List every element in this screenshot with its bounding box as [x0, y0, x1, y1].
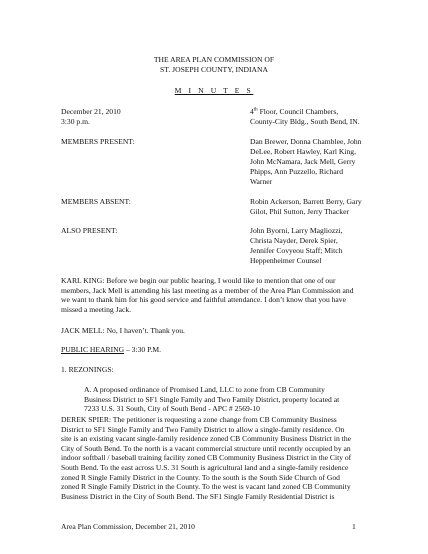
members-present-label: MEMBERS PRESENT:: [61, 137, 135, 146]
meeting-building: County-City Bldg., South Bend, IN.: [250, 117, 360, 126]
members-present-line: Dan Brewer, Donna Chamblee, John: [250, 137, 362, 146]
item-line: A. A proposed ordinance of Promised Land, LLC to zone from CB Community: [84, 385, 325, 394]
meeting-time: 3:30 p.m.: [61, 117, 90, 126]
minutes-title: M I N U T E S: [174, 86, 254, 95]
footer-text: Area Plan Commission, December 21, 2010: [61, 522, 195, 531]
also-present-line: Jennifer Covyeou Staff; Mitch: [250, 246, 343, 255]
item-line: Business District to SF1 Single Family and Two Family District, property located at: [84, 394, 340, 404]
floor-number: 4: [250, 107, 254, 116]
members-absent-line: Robin Ackerson, Barrett Berry, Gary: [250, 197, 362, 206]
public-hearing-label: PUBLIC HEARING: [61, 345, 125, 354]
derek-spier-paragraph: [61, 415, 381, 501]
meeting-location: [250, 107, 338, 117]
paragraph-line: zoned R Single Family District in the County. To the south is the South Side Church of God: [61, 472, 340, 482]
paragraph-line: missed a meeting Jack.: [61, 304, 132, 314]
jack-mell-line: JACK MELL: No, I haven’t. Thank you.: [61, 326, 185, 335]
paragraph-line: DEREK SPIER: The petitioner is requesting a zone change from CB Community Business: [61, 415, 337, 424]
members-present-line: DeLee, Robert Hawley, Karl King,: [250, 147, 356, 156]
also-present-line: Heppenheimer Counsel: [250, 256, 322, 265]
paragraph-line: indoor softball / baseball training facility zoned CB Community Business District in the City of: [61, 453, 352, 463]
paragraph-line: Business District in the City of South Bend. The SF1 Single Family Residential District is: [61, 491, 335, 501]
paragraph-line: South Bend. To the east across U.S. 31 South is agricultural land and a single-family residence: [61, 462, 349, 472]
header-line-1: THE AREA PLAN COMMISSION OF: [153, 55, 275, 64]
members-present-line: Phipps, Ann Puzzello, Richard: [250, 167, 344, 176]
meeting-date: December 21, 2010: [61, 107, 121, 116]
public-hearing-time: – 3:30 P.M.: [124, 345, 162, 354]
members-present-line: Warner: [250, 177, 273, 186]
karl-king-paragraph: [61, 276, 381, 314]
paragraph-line: we want to thank him for his good service and faithful attendance. I don’t know that you have: [61, 295, 346, 305]
paragraph-line: zoned R Single Family District in the County. To the west is vacant land zoned CB Community: [61, 482, 351, 492]
header-line-2: ST. JOSEPH COUNTY, INDIANA: [160, 65, 268, 74]
members-absent-label: MEMBERS ABSENT:: [61, 197, 131, 206]
paragraph-line: District to SF1 Single Family and Two Family District to allow a single-family residence. On: [61, 424, 345, 434]
members-absent-line: Gilot, Phil Sutton, Jerry Thacker: [250, 207, 349, 216]
item-line: 7233 U.S. 31 South, City of South Bend - APC # 2569-10: [84, 404, 260, 414]
members-present-line: John McNamara, Jack Mell, Gerry: [250, 157, 356, 166]
floor-ordinal: th: [253, 107, 258, 113]
paragraph-line: site is an existing vacant single-family residence zoned CB Community Business District in the: [61, 434, 351, 444]
also-present-label: ALSO PRESENT:: [61, 226, 118, 235]
item-a-paragraph: [84, 385, 384, 414]
also-present-line: Christa Nayder, Derek Spier,: [250, 236, 338, 245]
paragraph-line: KARL KING: Before we begin our public hearing, I would like to mention that one of our: [61, 276, 336, 285]
public-hearing-heading: [61, 345, 161, 355]
also-present-line: John Byorni, Larry Magliozzi,: [250, 226, 343, 235]
paragraph-line: members, Jack Mell is attending his last meeting as a member of the Area Plan Commission and: [61, 285, 354, 295]
paragraph-line: City of South Bend. To the north is a vacant commercial structure until recently occupied by an: [61, 443, 351, 453]
page-number: 1: [352, 522, 356, 531]
floor-rest: Floor, Council Chambers,: [257, 107, 339, 116]
rezonings-heading: 1. REZONINGS:: [61, 365, 114, 374]
